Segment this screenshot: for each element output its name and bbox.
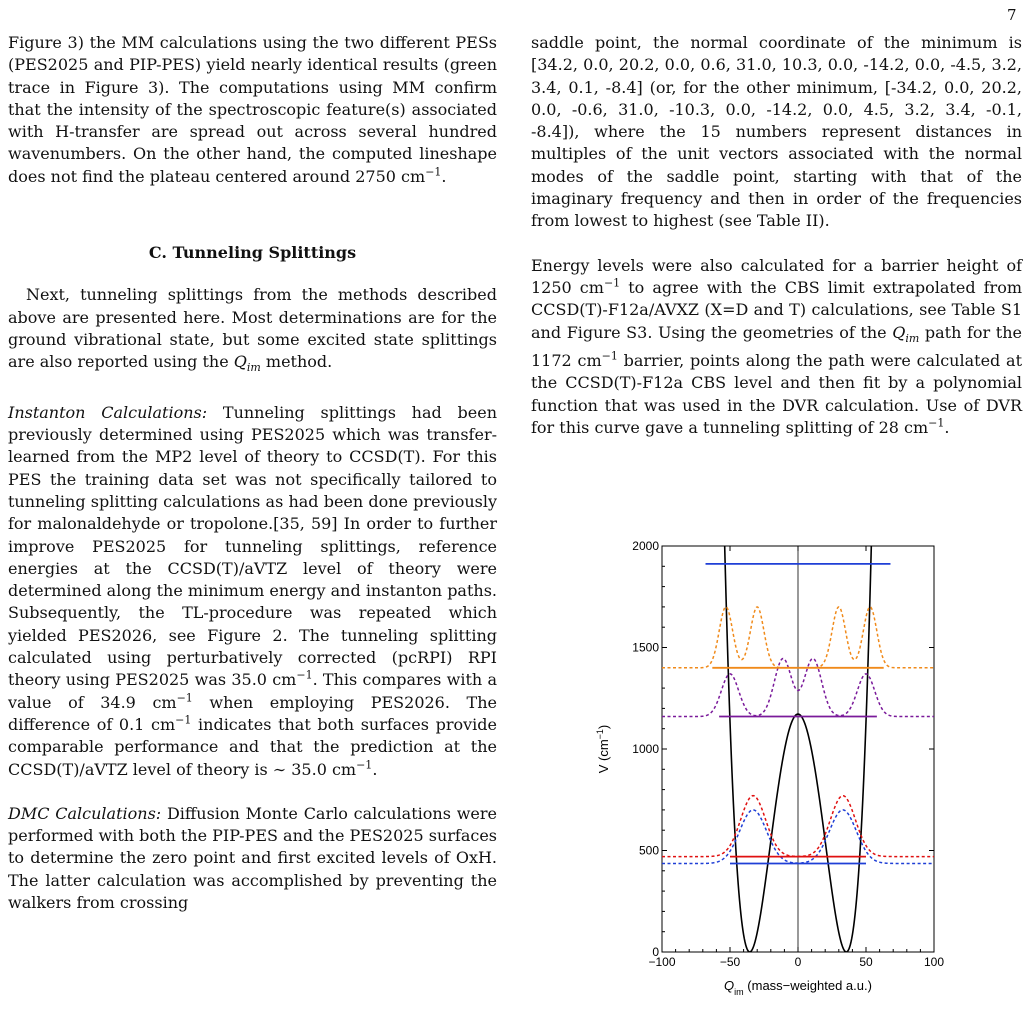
paragraph: Next, tunneling splittings from the methods described above are presented here. Most determinations are for the ground vibrational state, but some excited state splittings are also reported using the $Q_{im}$ method. [8,285,497,375]
paragraph: Figure 3) the MM calculations using the two different PESs (PES2025 and PIP-PES) yield nearly identical results (green trace in Figure 3). The computations using MM confirm that the intensity of the spectroscopic feature(s) associated with H-transfer are spread out across several hundred wavenumbers. On the other hand, the computed lineshape does not find the plateau centered around 2750 $cm^{-1}$. [8,33,497,186]
paragraph: Energy levels were also calculated for a barrier height of 1250 $cm^{-1}$ to agree with the CBS limit extrapolated from CCSD(T)-F12a/AVXZ (X=D and T) calculations, see Table S1 and Figure S3. Using the geometries of the $Q_{im}$ path for the 1172 $cm^{-1}$ barrier, points along the path were calculated at the CCSD(T)-F12a CBS level and then fit by a polynomial function that was used in the DVR calculation. Use of DVR for this curve gave a tunneling splitting of 28 $cm^{-1}$. [531,255,1023,437]
paragraph: DMC Calculations: Diffusion Monte Carlo calculations were performed with both the PIP-PES and the PES2025 surfaces to determine the zero point and first excited levels of OxH. The latter calculation was accomplished by preventing the walkers from crossing [8,803,497,912]
energy-level-figure [586,530,946,1000]
section-heading: C. Tunneling Splittings [148,243,357,263]
x-tick-label: 100 [923,955,945,969]
x-tick-label: 0 [794,955,802,969]
x-tick-label: −50 [719,955,741,969]
y-tick-label: 0 [652,945,659,959]
x-tick-label: −100 [648,955,676,969]
left-column [8,32,497,914]
paragraph: Instanton Calculations: Tunneling splittings had been previously determined using PES2025 which was transfer-learned from the MP2 level of theory to CCSD(T). For this PES the training data set was not specifically tailored to tunneling splitting calculations as had been done previously for malonaldehyde or tropolone.[35, 59] In order to further improve PES2025 for tunneling splittings, reference energies at the CCSD(T)/aVTZ level of theory were determined along the minimum energy and instanton paths. Subsequently, the TL-procedure was repeated which yielded PES2026, see Figure 2. The tunneling splitting calculated using perturbatively corrected (pcRPI) RPI theory using PES2025 was 35.0 $cm^{-1}$. This compares with a value of 34.9 $cm^{-1}$ when employing PES2026. The difference of 0.1 $cm^{-1}$ indicates that both surfaces provide comparable performance and that the prediction at the CCSD(T)/aVTZ level of theory is ∼ 35.0 $cm^{-1}$. [8,402,498,779]
y-axis-label: V $(cm^{-1})$ [595,724,611,774]
page-number: 7 [1007,6,1017,24]
y-tick-label: 1500 [632,640,659,655]
right-column [531,32,1022,439]
y-tick-label: 500 [638,843,659,858]
y-tick-label: 2000 [632,539,659,553]
potential-energy-chart [586,530,946,1000]
x-axis-label: $Q_{im}$ (mass−weighted a.u.) [724,978,872,997]
y-tick-label: 1000 [632,742,659,756]
x-tick-label: 50 [859,955,873,969]
paragraph: saddle point, the normal coordinate of the minimum is [34.2, 0.0, 20.2, 0.0, 0.6, 31.0, 10.3, 0.0, -14.2, 0.0, -4.5, 3.2, 3.4, 0.1, -8.4] (or, for the other minimum, [-34.2, 0.0, 20.2, 0.0, -0.6, 31.0, -10.3, 0.0, -14.2, 0.0, 4.5, 3.2, 3.4, -0.1, -8.4]), where the 15 numbers represent distances in multiples of the unit vectors associated with the normal modes of the saddle point, starting with that of the imaginary frequency and then in order of the frequencies from lowest to highest (see Table II). [531,33,1022,231]
